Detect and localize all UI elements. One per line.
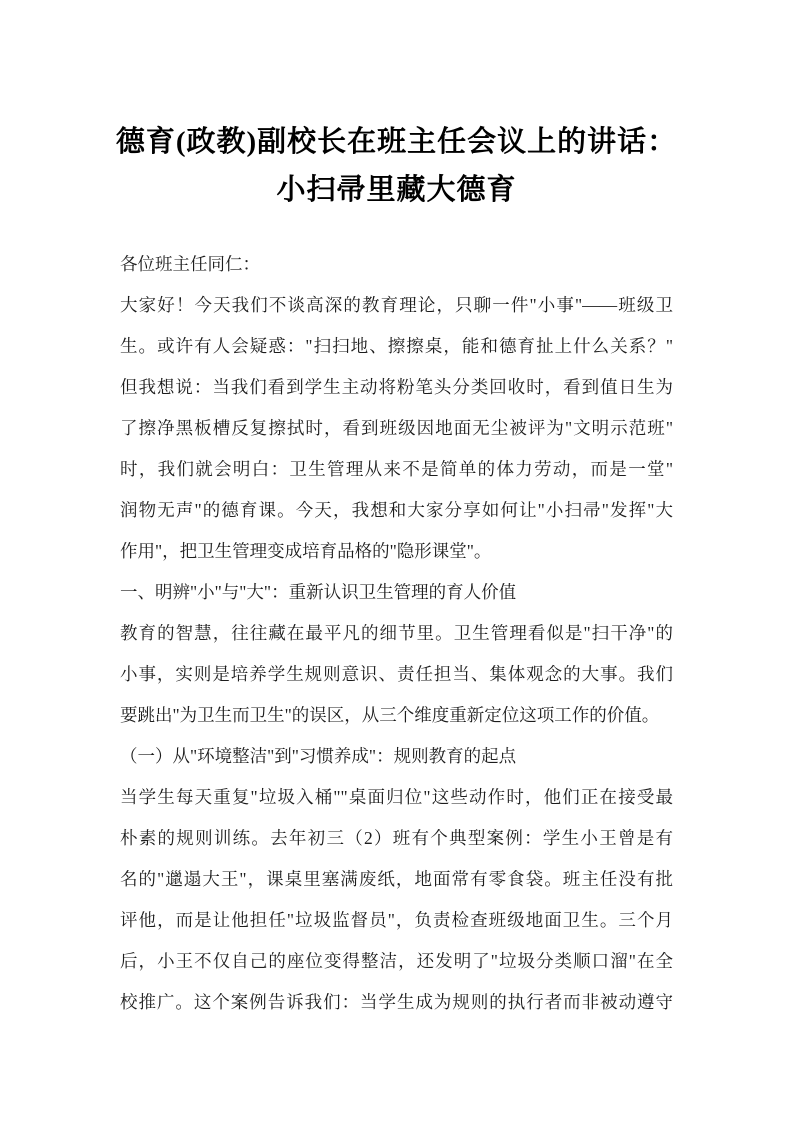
text-line: 当学生每天重复"垃圾入桶""桌面归位"这些动作时，他们正在接受最	[120, 787, 673, 807]
paragraph-section-1-heading	[120, 572, 673, 613]
text-line: 一、明辨"小"与"大"：重新认识卫生管理的育人价值	[120, 582, 517, 602]
text-line: 教育的智慧，往往藏在最平凡的细节里。卫生管理看似是"扫干净"的	[120, 623, 673, 643]
text-line: 要跳出"为卫生而卫生"的误区，从三个维度重新定位这项工作的价值。	[120, 705, 660, 725]
document-title-line-2: 小扫帚里藏大德育	[276, 174, 517, 206]
text-line: 各位班主任同仁：	[120, 254, 260, 274]
text-line: 名的"邋遢大王"，课桌里塞满废纸，地面常有零食袋。班主任没有批	[120, 869, 673, 889]
text-line: 但我想说：当我们看到学生主动将粉笔头分类回收时，看到值日生为	[120, 377, 673, 397]
paragraph-subsection-1-body	[120, 777, 673, 1023]
text-line: 生。或许有人会疑惑："扫扫地、擦擦桌，能和德育扯上什么关系？"	[120, 336, 673, 356]
text-line: 朴素的规则训练。去年初三（2）班有个典型案例：学生小王曾是有	[120, 828, 673, 848]
document-title-line-1: 德育(政教)副校长在班主任会议上的讲话：	[115, 126, 678, 158]
text-line: 校推广。这个案例告诉我们：当学生成为规则的执行者而非被动遵守	[120, 992, 673, 1012]
document-body	[120, 244, 673, 1023]
document-title	[70, 118, 723, 214]
paragraph-salutation	[120, 244, 673, 285]
text-line: 了擦净黑板槽反复擦拭时，看到班级因地面无尘被评为"文明示范班"	[120, 418, 673, 438]
paragraph-opening	[120, 285, 673, 572]
text-line: 作用"，把卫生管理变成培育品格的"隐形课堂"。	[120, 541, 492, 561]
paragraph-subsection-1-heading	[120, 736, 673, 777]
text-line: （一）从"环境整洁"到"习惯养成"：规则教育的起点	[120, 746, 517, 766]
paragraph-section-1-intro	[120, 613, 673, 736]
text-line: 评他，而是让他担任"垃圾监督员"，负责检查班级地面卫生。三个月	[120, 910, 673, 930]
text-line: 润物无声"的德育课。今天，我想和大家分享如何让"小扫帚"发挥"大	[120, 500, 673, 520]
text-line: 时，我们就会明白：卫生管理从来不是简单的体力劳动，而是一堂"	[120, 459, 673, 479]
text-line: 后，小王不仅自己的座位变得整洁，还发明了"垃圾分类顺口溜"在全	[120, 951, 673, 971]
text-line: 大家好！今天我们不谈高深的教育理论，只聊一件"小事"——班级卫	[120, 295, 673, 315]
text-line: 小事，实则是培养学生规则意识、责任担当、集体观念的大事。我们	[120, 664, 673, 684]
